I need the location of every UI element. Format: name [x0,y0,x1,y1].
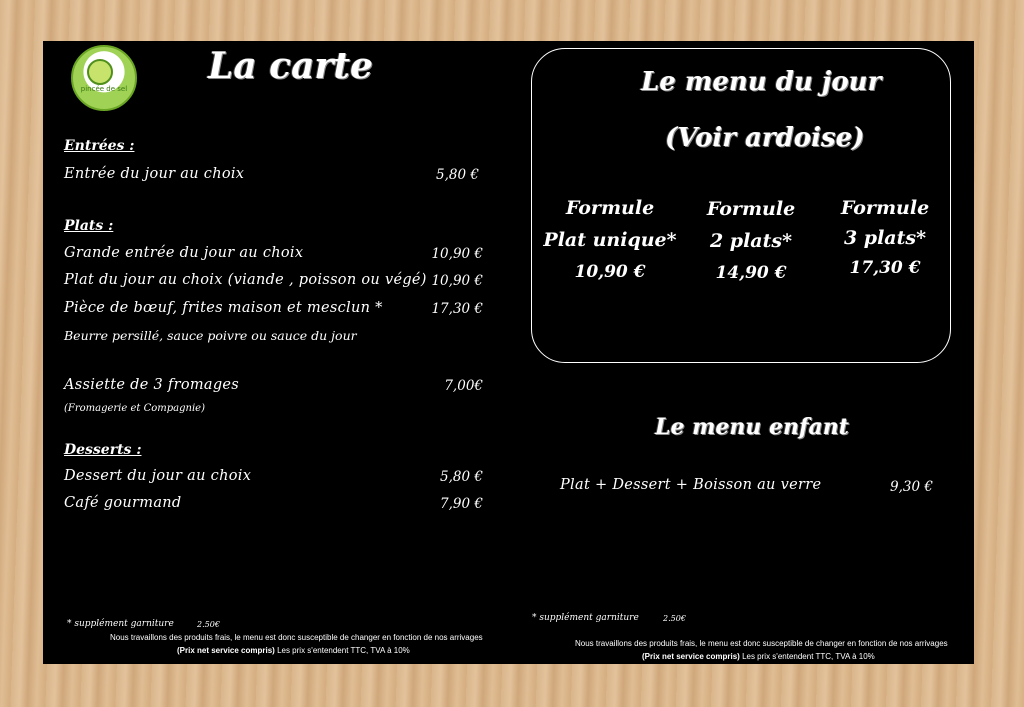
supplement-note-right: * supplément garniture [532,613,639,623]
menu-item-label: Café gourmand [64,495,182,511]
formula-1 [540,192,680,288]
formula-price: 17,30 € [849,258,921,278]
formula-2 [681,193,821,289]
formula-title: Formule [840,197,930,219]
menu-item-price: 7,00€ [444,378,483,394]
menu-enfant-title: Le menu enfant [655,414,849,440]
fromage-note: (Fromagerie et Compagnie) [64,403,205,414]
formula-desc: Plat unique* [543,229,677,251]
entrees-heading: Entrées : [64,138,135,154]
menu-enfant-price: 9,30 € [890,479,933,495]
menu-item-label: Pièce de bœuf, frites maison et mesclun * [64,300,383,316]
restaurant-logo [71,45,137,111]
menu-item-price: 17,30 € [431,301,483,317]
menu-item-price: 5,80 € [440,469,483,485]
menu-board [43,41,974,664]
footer-line-right: Nous travaillons des produits frais, le menu est donc susceptible de changer en fonction de nos arrivages [575,639,948,648]
formula-desc: 2 plats* [709,230,793,252]
menu-item-price: 5,80 € [436,167,479,183]
formula-price: 10,90 € [574,262,646,282]
supplement-price-right: 2.50€ [663,614,686,623]
footer-tax: Les prix s'entendent TTC, TVA à 10% [277,646,410,655]
footer-tax-right: Les prix s'entendent TTC, TVA à 10% [742,652,875,661]
menu-item-price: 10,90 € [431,246,483,262]
supplement-price: 2.50€ [197,620,220,629]
menu-item-price: 10,90 € [431,273,483,289]
formula-desc: 3 plats* [843,227,927,249]
footer-bold: (Prix net service compris) [177,646,275,655]
logo-ball-icon [87,59,113,85]
menu-item-price: 7,90 € [440,496,483,512]
menu-item-label: Grande entrée du jour au choix [64,245,304,261]
menu-item-label: Plat du jour au choix (viande , poisson ou végé) [64,272,427,288]
footer-bold-right: (Prix net service compris) [642,652,740,661]
footer-line-2 [177,646,410,655]
menu-du-jour-subtitle: (Voir ardoise) [665,123,865,153]
menu-item-label: Dessert du jour au choix [64,468,252,484]
desserts-heading: Desserts : [64,442,142,458]
menu-item-label: Entrée du jour au choix [64,166,245,182]
plats-note: Beurre persillé, sauce poivre ou sauce du jour [64,328,357,343]
footer-line-2-right [642,652,875,661]
plats-heading: Plats : [64,218,114,234]
menu-item-label: Assiette de 3 fromages [64,377,240,393]
logo-caption: pincée de sel [80,85,128,93]
footer-line: Nous travaillons des produits frais, le menu est donc susceptible de changer en fonction de nos arrivages [110,633,483,642]
formula-title: Formule [706,198,796,220]
formula-price: 14,90 € [715,263,787,283]
supplement-note: * supplément garniture [67,619,174,629]
menu-du-jour-title: Le menu du jour [641,67,882,97]
formula-3 [815,193,955,283]
menu-enfant-item: Plat + Dessert + Boisson au verre [560,477,822,493]
carte-title: La carte [208,45,373,87]
formula-title: Formule [565,197,655,219]
